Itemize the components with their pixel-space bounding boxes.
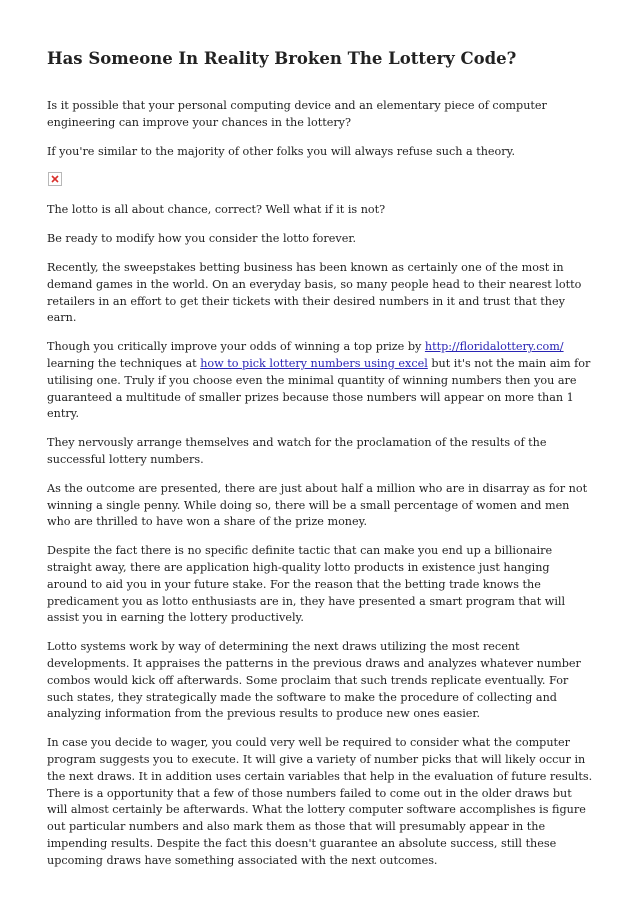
pick-numbers-excel-link[interactable]: how to pick lottery numbers using excel [200, 356, 428, 370]
paragraph-2: If you're similar to the majority of other folks you will always refuse such a theory. [47, 144, 516, 158]
floridalottery-link[interactable]: http://floridalottery.com/ [424, 340, 564, 354]
paragraph-8: As the outcome are presented, there are just about half a million who are in disarray as for not winning a single penny. While doing so, there will be a small percentage of women and men who are thrilled to have won a share of the prize money. [47, 481, 588, 529]
paragraph-11: In case you decide to wager, you could very well be required to consider what the computer program suggests you to execute. It will give a variety of number picks that will likely occur in the next draws. It in addition uses certain variables that help in the evaluation of future results. There is a opportunity that a few of those numbers failed to come out in the older draws but will almost certainly be afterwards. What the lottery computer software accomplishes is figure out particular numbers and also mark them as those that will presumably appear in the impending results. Despite the fact this doesn't guarantee an absolute success, still these upcoming draws have something associated with the next outcomes. [47, 736, 593, 867]
broken-image-icon [48, 172, 62, 186]
article-title: Has Someone In Reality Broken The Lottery Code? [47, 49, 517, 68]
paragraph-3: The lotto is all about chance, correct? Well what if it is not? [47, 203, 386, 217]
paragraph-10: Lotto systems work by way of determining the next draws utilizing the most recent developments. It appraises the patterns in the previous draws and analyzes whatever number combos would kick off afterwards. Some proclaim that such trends replicate eventually. For such states, they strategically made the software to make the procedure of collecting and analyzing information from the previous results to produce new ones easier. [47, 640, 581, 721]
paragraph-4: Be ready to modify how you consider the lotto forever. [47, 232, 356, 246]
paragraph-7: They nervously arrange themselves and watch for the proclamation of the results of the successful lottery numbers. [47, 436, 547, 466]
paragraph-6-text-a: Though you critically improve your odds of winning a top prize by [47, 340, 425, 354]
paragraph-5: Recently, the sweepstakes betting business has been known as certainly one of the most in demand games in the world. On an everyday basis, so many people head to their nearest lotto retailers in an effort to get their tickets with their desired numbers in it and trust that they earn. [47, 260, 582, 325]
paragraph-6-text-c: but it's not the main aim for utilising one. Truly if you choose even the minimal quantity of winning numbers then you are guaranteed a multitude of smaller prizes because those numbers will appear on more than 1 entry. [47, 356, 591, 421]
paragraph-9: Despite the fact there is no specific definite tactic that can make you end up a billionaire straight away, there are application high-quality lotto products in existence just hanging around to aid you in your future stake. For the reason that the betting trade knows the predicament you as lotto enthusiasts are in, they have presented a smart program that will assist you in earning the lottery productively. [47, 544, 566, 625]
paragraph-1: Is it possible that your personal computing device and an elementary piece of computer engineering can improve your chances in the lottery? [47, 99, 547, 129]
paragraph-6 [47, 339, 593, 423]
paragraph-6-text-b: learning the techniques at [47, 356, 201, 370]
article [47, 48, 593, 881]
